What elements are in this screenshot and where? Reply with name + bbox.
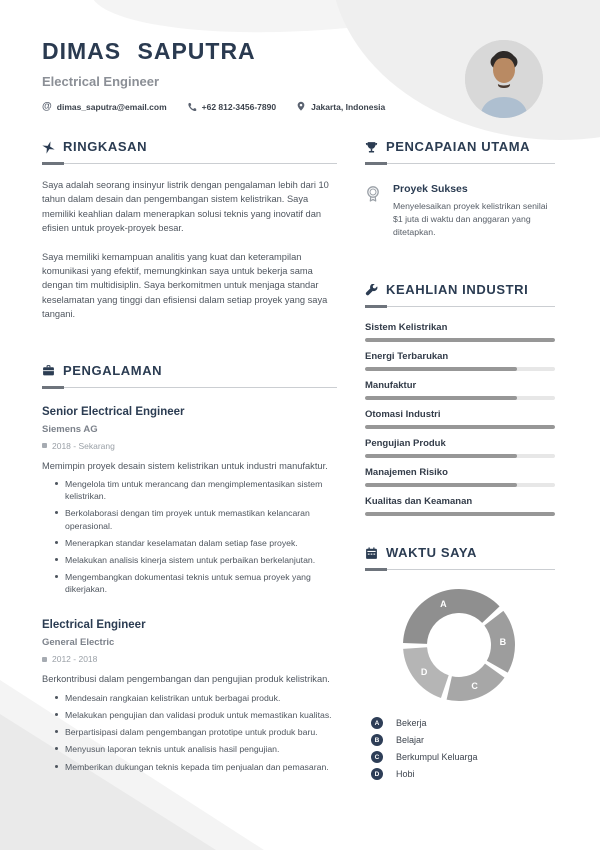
- bullet-dot: [55, 558, 58, 561]
- skill-label: Kualitas dan Keamanan: [365, 496, 473, 508]
- person-name: DIMAS SAPUTRA: [42, 38, 256, 64]
- bullet-text: Mengelola tim untuk merancang dan mengimplementasikan sistem kelistrikan.: [65, 479, 323, 502]
- legend-item: [371, 751, 555, 763]
- contact-location: [296, 101, 385, 112]
- job-bullet-list: [42, 692, 337, 773]
- skill-row: [365, 351, 555, 371]
- job-period-text: 2012 - 2018: [52, 654, 98, 665]
- bullet-item: [42, 726, 337, 738]
- person-role: Electrical Engineer: [42, 74, 160, 89]
- section-time-title: WAKTU SAYA: [386, 545, 478, 561]
- bullet-item: [42, 709, 337, 721]
- contact-phone-text: +62 812-3456-7890: [201, 101, 277, 112]
- bullet-text: Mengembangkan dokumentasi teknis untuk semua proyek yang dikerjakan.: [65, 572, 311, 595]
- profile-photo: [465, 40, 543, 118]
- section-summary-heading: [42, 140, 337, 154]
- section-experience-heading: [42, 364, 337, 378]
- medal-icon: [365, 185, 381, 206]
- bullet-item: [42, 692, 337, 704]
- section-divider: [42, 386, 337, 389]
- job-title: Electrical Engineer: [42, 619, 146, 632]
- skill-label: Manufaktur: [365, 380, 417, 392]
- section-skills-heading: [365, 283, 555, 297]
- legend-key-badge: D: [371, 768, 383, 780]
- skill-bar-track: [365, 454, 555, 458]
- skill-row: [365, 496, 555, 516]
- legend-label: Belajar: [396, 735, 425, 746]
- bullet-item: [42, 761, 337, 773]
- section-experience-title: PENGALAMAN: [63, 362, 163, 378]
- bullet-item: [42, 478, 337, 502]
- skill-bar-fill: [365, 483, 517, 487]
- legend-item: [371, 768, 555, 780]
- email-icon: @: [42, 100, 52, 112]
- donut-slice-label: D: [420, 666, 428, 677]
- section-time-heading: [365, 546, 555, 560]
- achievement-title: Proyek Sukses: [393, 183, 468, 195]
- bullet-text: Berpartisipasi dalam pengembangan prototipe untuk produk baru.: [65, 727, 318, 738]
- bullet-text: Berkolaborasi dengan tim proyek untuk memastikan kelancaran operasional.: [65, 508, 310, 531]
- achievement-item: [365, 183, 555, 239]
- calendar-icon: [365, 547, 378, 560]
- trophy-icon: [365, 141, 378, 154]
- bullet-item: [42, 507, 337, 531]
- skill-label: Energi Terbarukan: [365, 351, 449, 363]
- bullet-text: Memberikan dukungan teknis kepada tim penjualan dan pemasaran.: [65, 761, 329, 772]
- skill-row: [365, 438, 555, 458]
- job-summary: Memimpin proyek desain sistem kelistrikan untuk industri manufaktur.: [42, 460, 328, 471]
- bullet-item: [42, 743, 337, 755]
- section-achievements-title: PENCAPAIAN UTAMA: [386, 139, 531, 154]
- summary-paragraph: Saya adalah seorang insinyur listrik dengan pengalaman lebih dari 10 tahun dalam desain dan pengembangan sistem kelistrikan. Saya memiliki keahlian dalam menerapkan solusi teknis yang inovatif dan efisien untuk proyek-proyek besar.: [42, 180, 329, 234]
- section-divider: [365, 568, 555, 571]
- bullet-item: [42, 554, 337, 566]
- contact-row: [42, 101, 462, 112]
- job-company: Siemens AG: [42, 423, 98, 435]
- donut-slice-label: C: [471, 681, 478, 692]
- chart-legend: [371, 717, 555, 780]
- achievement-description: Menyelesaikan proyek kelistrikan senilai $1 juta di waktu dan anggaran yang ditetapkan.: [393, 201, 548, 238]
- donut-slice-label: A: [440, 599, 447, 610]
- legend-label: Hobi: [396, 769, 415, 780]
- time-donut-chart: [399, 585, 519, 705]
- skill-bar-fill: [365, 396, 517, 400]
- legend-item: [371, 717, 555, 729]
- section-divider: [42, 162, 337, 165]
- skill-bar-track: [365, 367, 555, 371]
- bullet-text: Melakukan pengujian dan validasi produk untuk memastikan kualitas.: [65, 710, 332, 721]
- section-divider: [365, 305, 555, 308]
- job-summary: Berkontribusi dalam pengembangan dan pengujian produk kelistrikan.: [42, 674, 330, 685]
- bullet-dot: [55, 730, 58, 733]
- contact-location-text: Jakarta, Indonesia: [311, 101, 386, 112]
- legend-label: Berkumpul Keluarga: [396, 752, 478, 763]
- bullet-dot: [55, 575, 58, 578]
- skill-label: Sistem Kelistrikan: [365, 322, 448, 334]
- job-bullet-list: [42, 478, 337, 595]
- achievement-body: [393, 183, 555, 239]
- job-title: Senior Electrical Engineer: [42, 405, 185, 418]
- job-period: [42, 441, 337, 451]
- section-achievements-heading: [365, 140, 555, 154]
- bullet-dot: [55, 747, 58, 750]
- job-period-text: 2018 - Sekarang: [52, 440, 115, 451]
- calendar-mini-icon: [42, 443, 47, 448]
- donut-slice-a: [403, 589, 500, 644]
- donut-slice-label: B: [499, 637, 507, 648]
- profile-photo-avatar: [465, 40, 543, 118]
- skill-bar-track: [365, 425, 555, 429]
- left-column: [42, 140, 337, 773]
- bullet-dot: [55, 696, 58, 699]
- section-summary-title: RINGKASAN: [63, 139, 148, 154]
- contact-email: [42, 102, 167, 112]
- legend-key-badge: B: [371, 734, 383, 746]
- bullet-dot: [55, 482, 58, 485]
- briefcase-icon: [42, 364, 55, 377]
- bullet-item: [42, 537, 337, 549]
- legend-key-badge: C: [371, 751, 383, 763]
- skill-bar-track: [365, 512, 555, 516]
- bullet-text: Mendesain rangkaian kelistrikan untuk berbagai produk.: [65, 692, 281, 703]
- job-entry: [42, 406, 337, 596]
- resume-header: [42, 38, 462, 112]
- skill-bar-fill: [365, 512, 555, 516]
- sparkle-icon: [42, 141, 55, 154]
- job-entry: [42, 619, 337, 772]
- skill-row: [365, 322, 555, 342]
- skill-bar-track: [365, 338, 555, 342]
- skill-label: Otomasi Industri: [365, 409, 441, 421]
- skill-row: [365, 467, 555, 487]
- skill-bar-track: [365, 396, 555, 400]
- summary-paragraph: Saya memiliki kemampuan analitis yang kuat dan keterampilan komunikasi yang efektif, memungkinkan saya untuk bekerja sama dengan tim multidisiplin. Saya berkomitmen untuk menjaga standar keselamatan yang tinggi dan efisiensi dalam setiap proyek yang saya tangani.: [42, 251, 328, 320]
- location-pin-icon: [296, 101, 306, 112]
- skill-row: [365, 380, 555, 400]
- job-company: General Electric: [42, 637, 115, 649]
- bullet-dot: [55, 541, 58, 544]
- bullet-text: Menyusun laporan teknis untuk analisis hasil pengujian.: [65, 744, 280, 755]
- skill-bar-fill: [365, 367, 517, 371]
- skill-bar-fill: [365, 338, 555, 342]
- job-period: [42, 654, 337, 664]
- legend-label: Bekerja: [396, 718, 427, 729]
- skill-label: Pengujian Produk: [365, 438, 446, 450]
- calendar-mini-icon: [42, 657, 47, 662]
- donut-chart-svg: [399, 585, 519, 705]
- legend-key-badge: A: [371, 717, 383, 729]
- wrench-icon: [365, 284, 378, 297]
- bullet-dot: [55, 713, 58, 716]
- skill-bar-fill: [365, 425, 555, 429]
- contact-email-text: dimas_saputra@email.com: [56, 101, 167, 112]
- bullet-text: Melakukan analisis kinerja sistem untuk perbaikan berkelanjutan.: [65, 554, 316, 565]
- legend-item: [371, 734, 555, 746]
- bullet-item: [42, 571, 337, 595]
- skill-label: Manajemen Risiko: [365, 467, 448, 479]
- bullet-text: Menerapkan standar keselamatan dalam setiap fase proyek.: [65, 537, 298, 548]
- bullet-dot: [55, 765, 58, 768]
- skill-bar-fill: [365, 454, 517, 458]
- skill-bar-track: [365, 483, 555, 487]
- right-column: [365, 140, 555, 780]
- section-skills-title: KEAHLIAN INDUSTRI: [386, 282, 529, 298]
- bullet-dot: [55, 511, 58, 514]
- skill-row: [365, 409, 555, 429]
- section-divider: [365, 162, 555, 165]
- skills-list: [365, 322, 555, 516]
- contact-phone: [187, 102, 276, 112]
- phone-icon: [187, 102, 197, 112]
